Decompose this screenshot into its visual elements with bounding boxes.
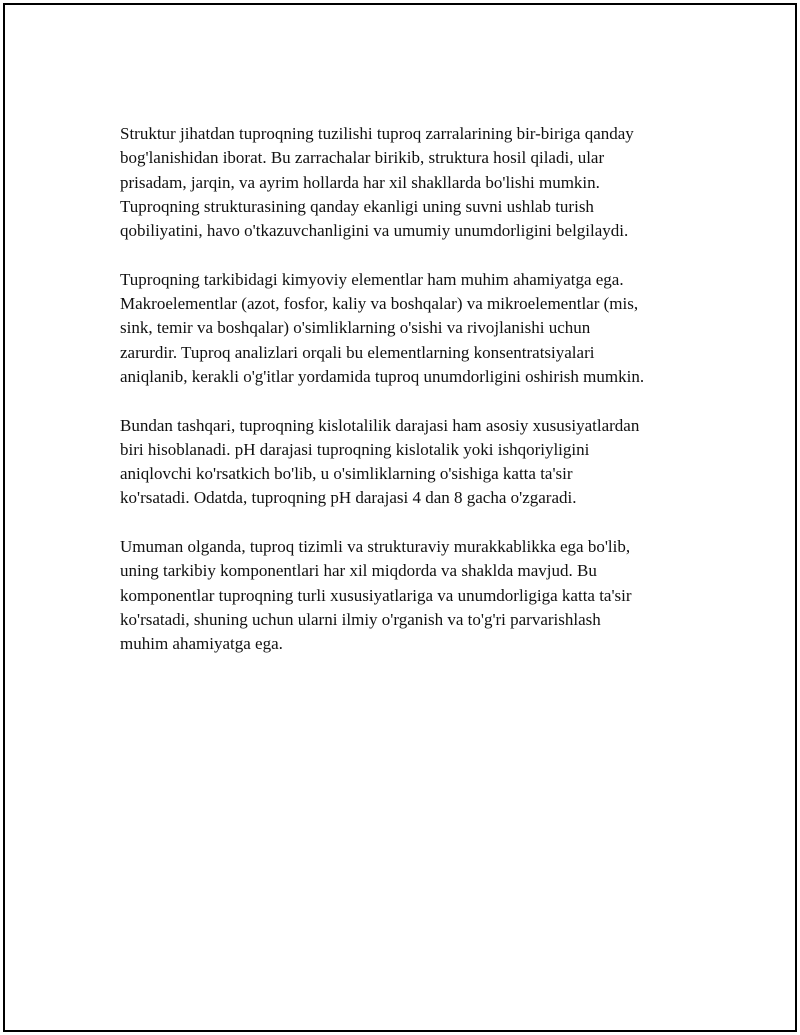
text-line: prisadam, jarqin, va ayrim hollarda har xil shakllarda bo'lishi mumkin. — [120, 172, 600, 192]
text-line: Bundan tashqari, tuproqning kislotalilik darajasi ham asosiy xususiyatlardan — [120, 415, 640, 435]
text-line: sink, temir va boshqalar) o'simliklarning o'sishi va rivojlanishi uchun — [120, 318, 591, 338]
text-line: zarurdir. Tuproq analizlari orqali bu elementlarning konsentratsiyalari — [120, 342, 595, 362]
text-line: ko'rsatadi, shuning uchun ularni ilmiy o'rganish va to'g'ri parvarishlash — [120, 609, 601, 629]
document-body — [120, 122, 700, 681]
text-line: Tuproqning strukturasining qanday ekanligi uning suvni ushlab turish — [120, 196, 594, 216]
paragraph-acidity — [120, 414, 700, 511]
text-line: uning tarkibiy komponentlari har xil miqdorda va shaklda mavjud. Bu — [120, 561, 597, 581]
text-line: Struktur jihatdan tuproqning tuzilishi tuproq zarralarining bir-biriga qanday — [120, 124, 634, 143]
text-line: Makroelementlar (azot, fosfor, kaliy va boshqalar) va mikroelementlar (mis, — [120, 294, 639, 314]
text-line: komponentlar tuproqning turli xususiyatlariga va unumdorligiga katta ta'sir — [120, 585, 632, 605]
text-line: bog'lanishidan iborat. Bu zarrachalar birikib, struktura hosil qiladi, ular — [120, 148, 605, 168]
text-line: muhim ahamiyatga ega. — [120, 634, 283, 654]
document-page — [3, 3, 797, 1032]
paragraph-soil-structure — [120, 122, 700, 243]
text-line: ko'rsatadi. Odatda, tuproqning pH darajasi 4 dan 8 gacha o'zgaradi. — [120, 488, 577, 508]
text-line: qobiliyatini, havo o'tkazuvchanligini va umumiy unumdorligini belgilaydi. — [120, 221, 629, 241]
text-line: aniqlovchi ko'rsatkich bo'lib, u o'simliklarning o'sishiga katta ta'sir — [120, 464, 573, 484]
text-line: Umuman olganda, tuproq tizimli va strukturaviy murakkablikka ega bo'lib, — [120, 537, 631, 557]
paragraph-conclusion — [120, 535, 700, 656]
text-line: Tuproqning tarkibidagi kimyoviy elementlar ham muhim ahamiyatga ega. — [120, 269, 624, 289]
paragraph-chemical-elements — [120, 268, 700, 389]
text-line: aniqlanib, kerakli o'g'itlar yordamida tuproq unumdorligini oshirish mumkin. — [120, 366, 645, 386]
text-line: biri hisoblanadi. pH darajasi tuproqning kislotalik yoki ishqoriyligini — [120, 439, 590, 459]
